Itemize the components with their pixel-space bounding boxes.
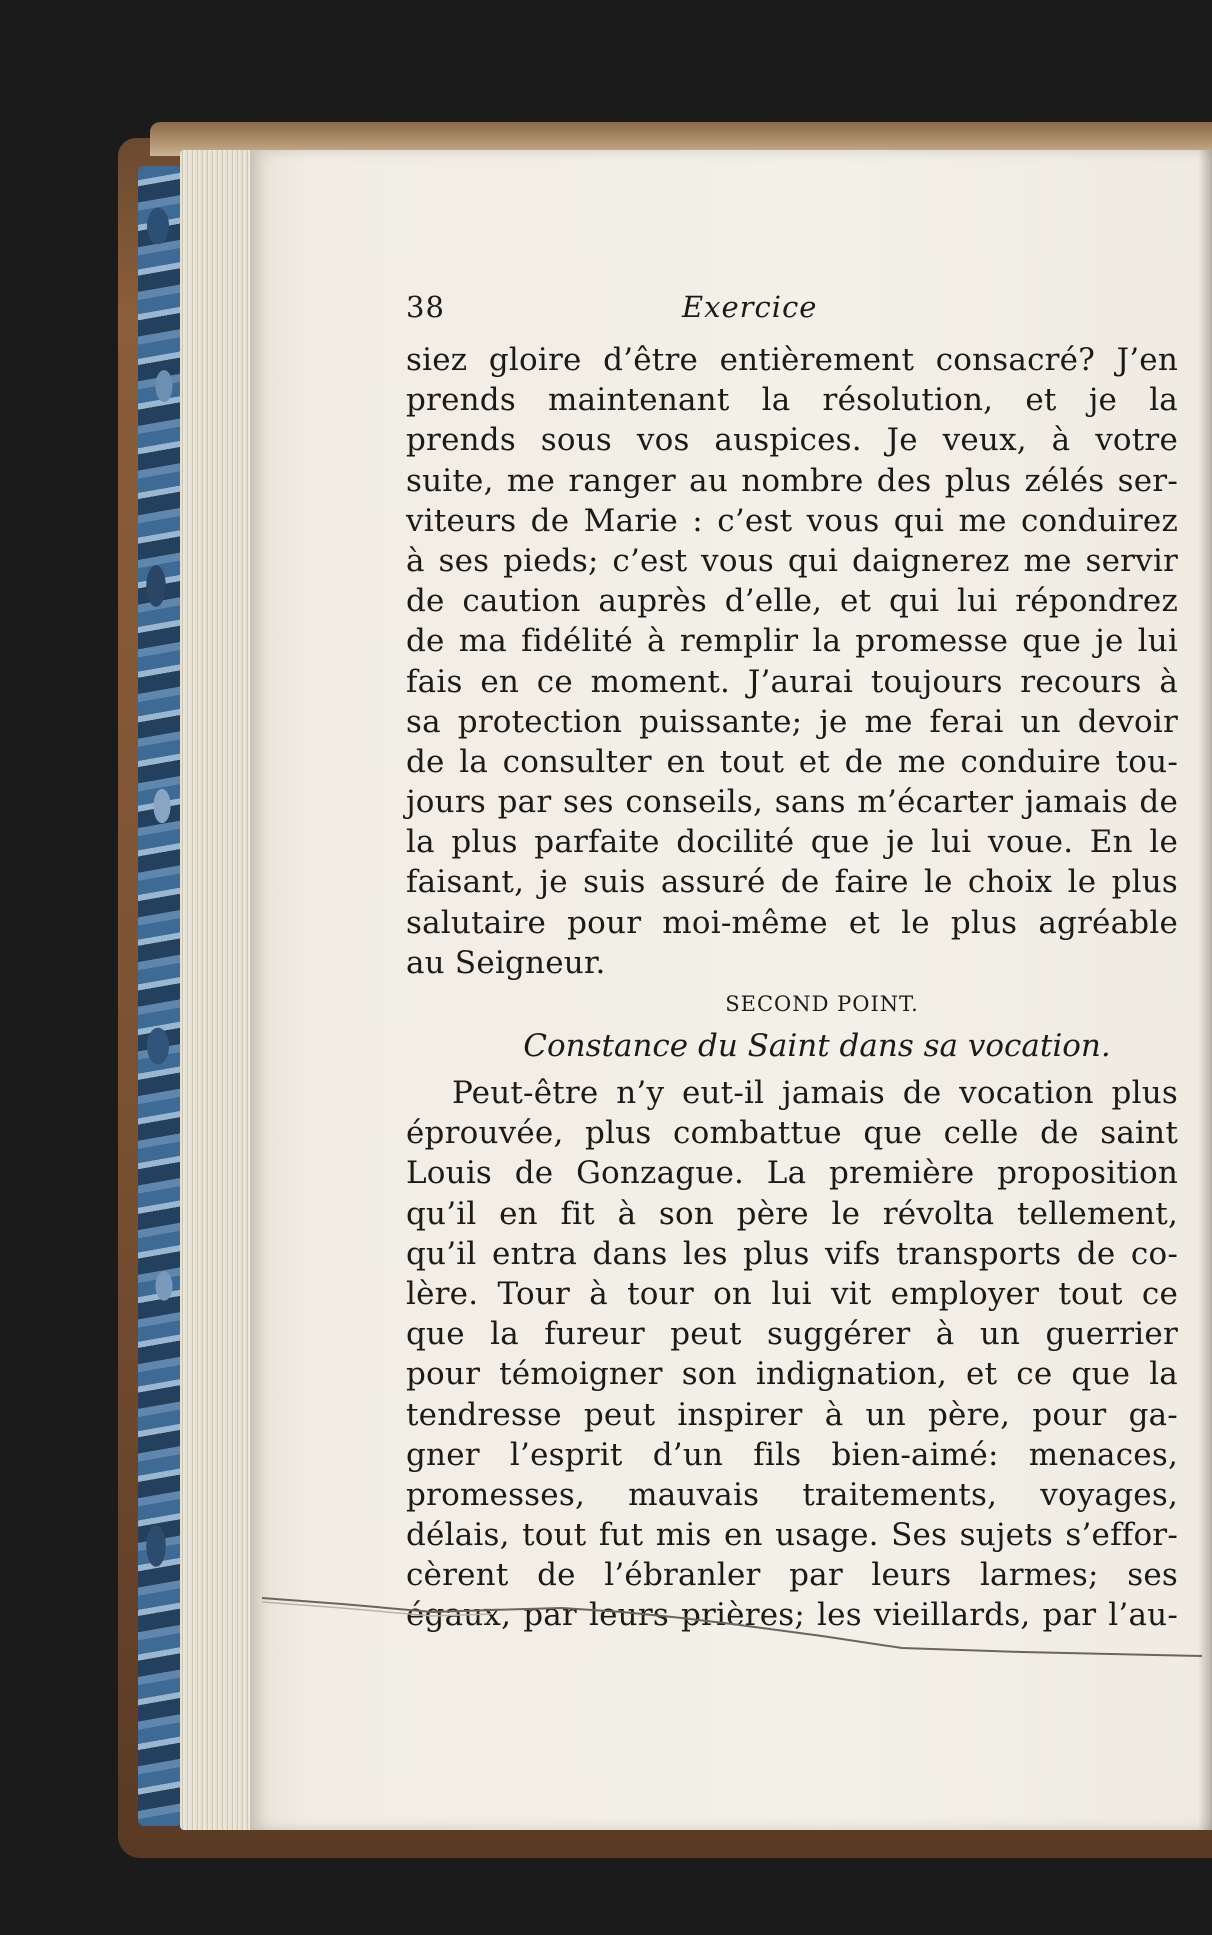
text-line: salutaire pour moi-même et le plus agréable — [406, 904, 1178, 941]
paper-tear-mark — [262, 1568, 1202, 1658]
text-line: qu’il entra dans les plus vifs transports de co- — [406, 1235, 1178, 1272]
text-line: viteurs de Marie : c’est vous qui me conduirez — [406, 502, 1178, 539]
text-line: prends sous vos auspices. Je veux, à votre — [406, 422, 1178, 459]
page-text-block — [406, 290, 1178, 1636]
text-line: Peut-être n’y eut-il jamais de vocation plus — [452, 1075, 1178, 1111]
text-line: de la consulter en tout et de me conduire tou- — [406, 743, 1178, 780]
text-line: tendresse peut inspirer à un père, pour ga- — [406, 1396, 1178, 1433]
text-line: pour témoigner son indignation, et ce que la — [406, 1356, 1178, 1393]
text-line: jours par ses conseils, sans m’écarter jamais de — [406, 784, 1178, 821]
text-line: de ma fidélité à remplir la promesse que je lui — [406, 623, 1178, 660]
text-line: gner l’esprit d’un fils bien-aimé: menaces, — [406, 1436, 1178, 1473]
marbled-endpaper — [138, 166, 182, 1826]
section-heading: SECOND POINT. — [725, 992, 919, 1016]
text-line: cèrent de l’ébranler par leurs larmes; ses — [406, 1557, 1178, 1594]
text-line: promesses, mauvais traitements, voyages, — [406, 1476, 1178, 1513]
text-line: que la fureur peut suggérer à un guerrier — [406, 1316, 1178, 1353]
text-line: fais en ce moment. J’aurai toujours recours à — [406, 663, 1178, 700]
paragraph-1 — [406, 340, 1178, 983]
text-line: qu’il en fit à son père le révolta tellement, — [406, 1195, 1178, 1232]
page-number: 38 — [406, 290, 445, 324]
text-line: prends maintenant la résolution, et je la — [406, 382, 1178, 419]
text-line: suite, me ranger au nombre des plus zélés ser- — [406, 462, 1178, 499]
text-line: faisant, je suis assuré de faire le choix le plus — [406, 864, 1178, 901]
page-edges — [180, 150, 260, 1830]
text-line: lère. Tour à tour on lui vit employer tout ce — [406, 1275, 1178, 1312]
running-title: Exercice — [682, 290, 818, 324]
book-page — [250, 150, 1212, 1830]
running-head — [406, 290, 1178, 340]
text-line: Louis de Gonzague. La première proposition — [406, 1155, 1178, 1192]
text-line: au Seigneur. — [406, 944, 606, 981]
text-line: de caution auprès d’elle, et qui lui répondrez — [406, 583, 1178, 620]
paragraph-2 — [406, 1073, 1178, 1636]
section-subtitle: Constance du Saint dans sa vocation. — [523, 1028, 1111, 1064]
text-line: la plus parfaite docilité que je lui voue. En le — [406, 824, 1178, 861]
text-line: sa protection puissante; je me ferai un devoir — [406, 703, 1178, 740]
text-line: à ses pieds; c’est vous qui daignerez me servir — [406, 542, 1178, 579]
text-line: délais, tout fut mis en usage. Ses sujets s’effor- — [406, 1517, 1178, 1554]
text-line: égaux, par leurs prières; les vieillards, par l’au- — [406, 1597, 1178, 1634]
text-line: siez gloire d’être entièrement consacré? J’en — [406, 342, 1178, 378]
text-line: éprouvée, plus combattue que celle de saint — [406, 1115, 1178, 1152]
